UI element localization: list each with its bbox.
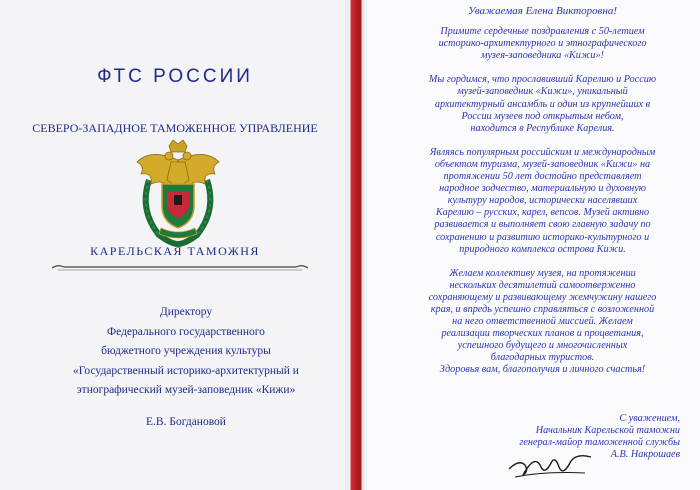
letter-line: архитектурный ансамбль и один из крупнейших в — [434, 98, 651, 110]
addressee-line: «Государственный историко-архитектурный и — [73, 364, 299, 377]
closing-position: Начальник Карельской таможни — [535, 425, 680, 437]
letter-line: развивается и выполняет свою главную задачу по — [434, 219, 651, 231]
closing-name: А.В. Накрошаев — [610, 449, 680, 461]
letter-line: на него ответственной миссией. Желаем — [452, 316, 633, 328]
letter-line: нескольких десятилетий самоотверженно — [449, 279, 636, 291]
letter-line: сохранению и развитию историко-культурного и — [435, 231, 650, 243]
letter-line: Мы гордимся, что прославивший Карелию и Россию — [428, 74, 657, 86]
letter-line: объектом туризма, музей-заповедник «Кижи» на — [434, 158, 651, 170]
closing-regards: С уважением, — [619, 413, 680, 424]
letter-line: природного комплекса острова Кижи. — [459, 243, 626, 255]
agency-title: ФТС РОССИИ — [97, 66, 253, 87]
handwritten-signature — [505, 445, 595, 485]
letter-line: культуру народов, исторически населявших — [447, 195, 638, 207]
greeting: Уважаемая Елена Викторовна! — [467, 5, 618, 17]
letter-line: Карелию – русских, карел, вепсов. Музей активно — [435, 207, 650, 219]
letter-line: Здоровья вам, благополучия и личного счастья! — [439, 364, 646, 376]
decorative-divider — [52, 262, 308, 272]
letter-line: России музеев под открытым небом, — [461, 110, 624, 122]
addressee-name: Е.В. Богдановой — [146, 415, 226, 428]
letter-line: историко-архитектурного и этнографического — [438, 38, 647, 50]
closing-rank: генерал-майор таможенной службы — [519, 437, 680, 449]
paragraph-tourism — [395, 147, 690, 256]
addressee-line: Директору — [159, 306, 213, 318]
administration-title: СЕВЕРО-ЗАПАДНОЕ ТАМОЖЕННОЕ УПРАВЛЕНИЕ — [32, 121, 318, 135]
letter-line: находится в Республике Карелия. — [470, 122, 615, 134]
letter-body — [395, 5, 690, 389]
addressee-block — [40, 303, 332, 432]
letter-line: края, и впредь успешно справляться с возложенной — [430, 303, 655, 315]
paragraph-wishes — [395, 268, 690, 377]
addressee-line: этнографический музей-заповедник «Кижи» — [76, 384, 296, 396]
letter-line: сохраняющему и развивающему жемчужину нашего — [428, 291, 657, 303]
letter-line: Являясь популярным российским и международным — [429, 146, 656, 158]
paragraph-congratulation — [395, 26, 690, 62]
customs-office-title: КАРЕЛЬСКАЯ ТАМОЖНЯ — [90, 244, 260, 258]
letter-line: Примите сердечные поздравления с 50-летием — [440, 26, 645, 38]
letter-line: реализации творческих планов и процветания, — [441, 328, 644, 340]
double-headed-eagle-emblem — [131, 140, 225, 250]
letter-line: народное зодчество, материальную и духовную — [439, 183, 646, 195]
paragraph-pride — [395, 74, 690, 134]
letter-line: протяжении 50 лет достойно представляет — [443, 171, 642, 183]
addressee-line: Федерального государственного — [107, 325, 265, 338]
letter-line: успешного будущего и многочисленных — [457, 340, 628, 352]
letter-line: музей-заповедник «Кижи», уникальный — [457, 86, 628, 98]
addressee-line: бюджетного учреждения культуры — [101, 345, 271, 357]
letter-line: Желаем коллективу музея, на протяжении — [449, 267, 636, 279]
letter-line: благодарных туристов. — [490, 352, 595, 364]
letter-line: музея-заповедника «Кижи»! — [481, 50, 604, 62]
